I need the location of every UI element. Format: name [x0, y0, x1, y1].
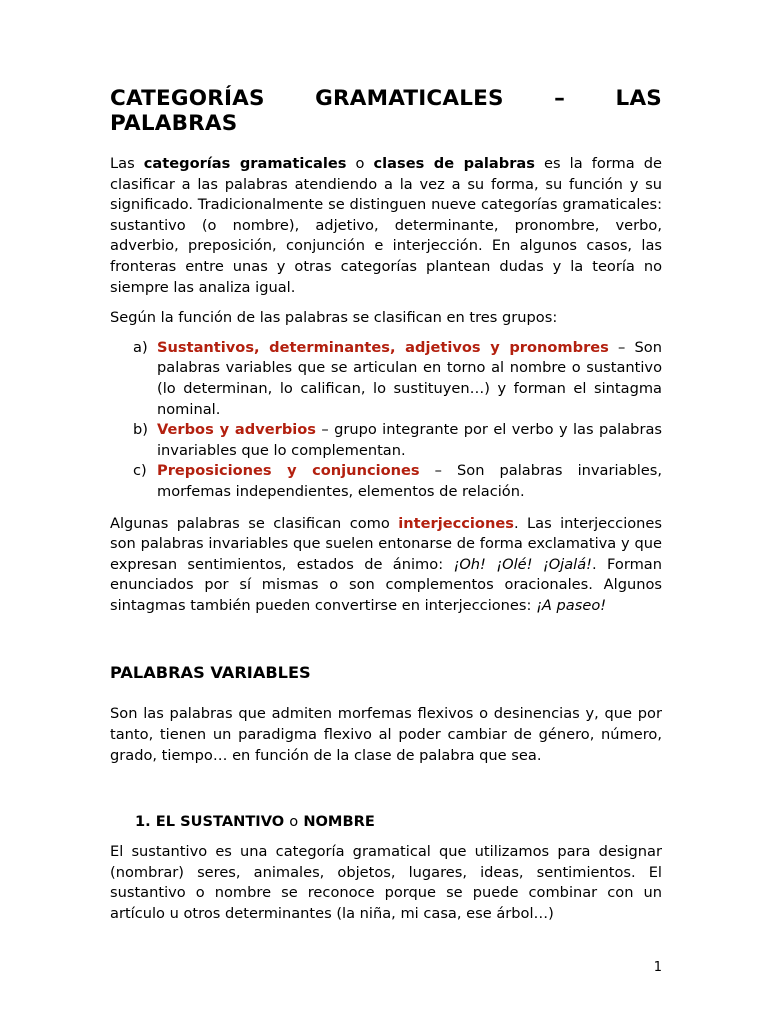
heading-number: 1.: [135, 813, 151, 831]
list-item: [133, 461, 662, 502]
intro-bold-term: categorías gramaticales: [143, 155, 347, 172]
interj-text: . Las interjecciones son palabras invariables que suelen entonarse de forma exclamativa y que expresan sentimientos, estados de ánimo:: [110, 514, 663, 573]
group-text: – Son palabras invariables, morfemas independientes, elementos de relación.: [157, 462, 662, 500]
group-term: Preposiciones y conjunciones: [157, 462, 420, 480]
intro-text: es la forma de clasificar a las palabras atendiendo a la vez a su forma, su función y su significado. Tradicionalmente se distinguen nueve categorías gramaticales: sustantivo (o nombre), adjetivo, determinante, pronombre, verbo, adverbio, preposición, conjunción e interjección. En algunos casos, las fronteras entre unas y otras categorías plantean dudas y la teoría no siempre las analiza igual.: [110, 155, 662, 296]
interj-text: Algunas palabras se clasifican como: [110, 514, 399, 532]
document-page: [110, 86, 662, 925]
variables-paragraph: Son las palabras que admiten morfemas flexivos o desinencias y, que por tanto, tienen un paradigma flexivo al poder cambiar de género, número, grado, tiempo… en función de la clase de palabra que sea.: [110, 705, 662, 764]
groups-intro: Según la función de las palabras se clasifican en tres grupos:: [110, 309, 558, 327]
title-word: GRAMATICALES: [315, 86, 504, 111]
list-marker: a): [133, 338, 148, 356]
subsection-heading-sustantivo: [135, 812, 662, 832]
interj-term: interjecciones: [398, 514, 514, 532]
heading-text: NOMBRE: [303, 813, 375, 831]
heading-text: EL SUSTANTIVO: [155, 813, 285, 831]
group-text: – grupo integrante por el verbo y las palabras invariables que lo complementan.: [157, 421, 662, 459]
intro-paragraph: [110, 154, 662, 298]
sustantivo-paragraph: El sustantivo es una categoría gramatical que utilizamos para designar (nombrar) seres, animales, objetos, lugares, ideas, sentimientos. El sustantivo o nombre se reconoce porque se puede combinar con un artículo u otros determinantes (la niña, mi casa, ese árbol…): [110, 843, 662, 923]
title-line-1: [110, 86, 662, 111]
list-marker: b): [133, 421, 148, 439]
list-item: [133, 338, 662, 420]
title-word: –: [554, 86, 566, 111]
groups-list: [110, 338, 662, 503]
page-number: 1: [653, 960, 662, 975]
interj-example: ¡Oh! ¡Olé! ¡Ojalá!: [453, 555, 593, 573]
heading-connector: o: [289, 813, 299, 831]
section-heading-variables: PALABRAS VARIABLES: [110, 663, 311, 683]
page-title: [110, 86, 662, 136]
intro-text: Las: [110, 155, 144, 172]
list-item: [133, 420, 662, 461]
group-text: – Son palabras variables que se articulan en torno al nombre o sustantivo (lo determinan, lo califican, lo sustituyen…) y forman el sintagma nominal.: [157, 338, 662, 418]
intro-text: o: [346, 155, 374, 172]
title-word: CATEGORÍAS: [110, 86, 265, 111]
group-term: Verbos y adverbios: [157, 421, 316, 439]
interjections-paragraph: [110, 514, 662, 617]
intro-bold-term: clases de palabras: [373, 155, 535, 172]
interj-text: . Forman enunciados por sí mismas o son complementos oracionales. Algunos sintagmas también pueden convertirse en interjecciones:: [110, 555, 662, 614]
group-term: Sustantivos, determinantes, adjetivos y pronombres: [157, 338, 609, 356]
title-word: LAS: [615, 86, 662, 111]
interj-example: ¡A paseo!: [536, 596, 607, 614]
title-line-2: PALABRAS: [110, 111, 238, 136]
list-marker: c): [133, 462, 147, 480]
